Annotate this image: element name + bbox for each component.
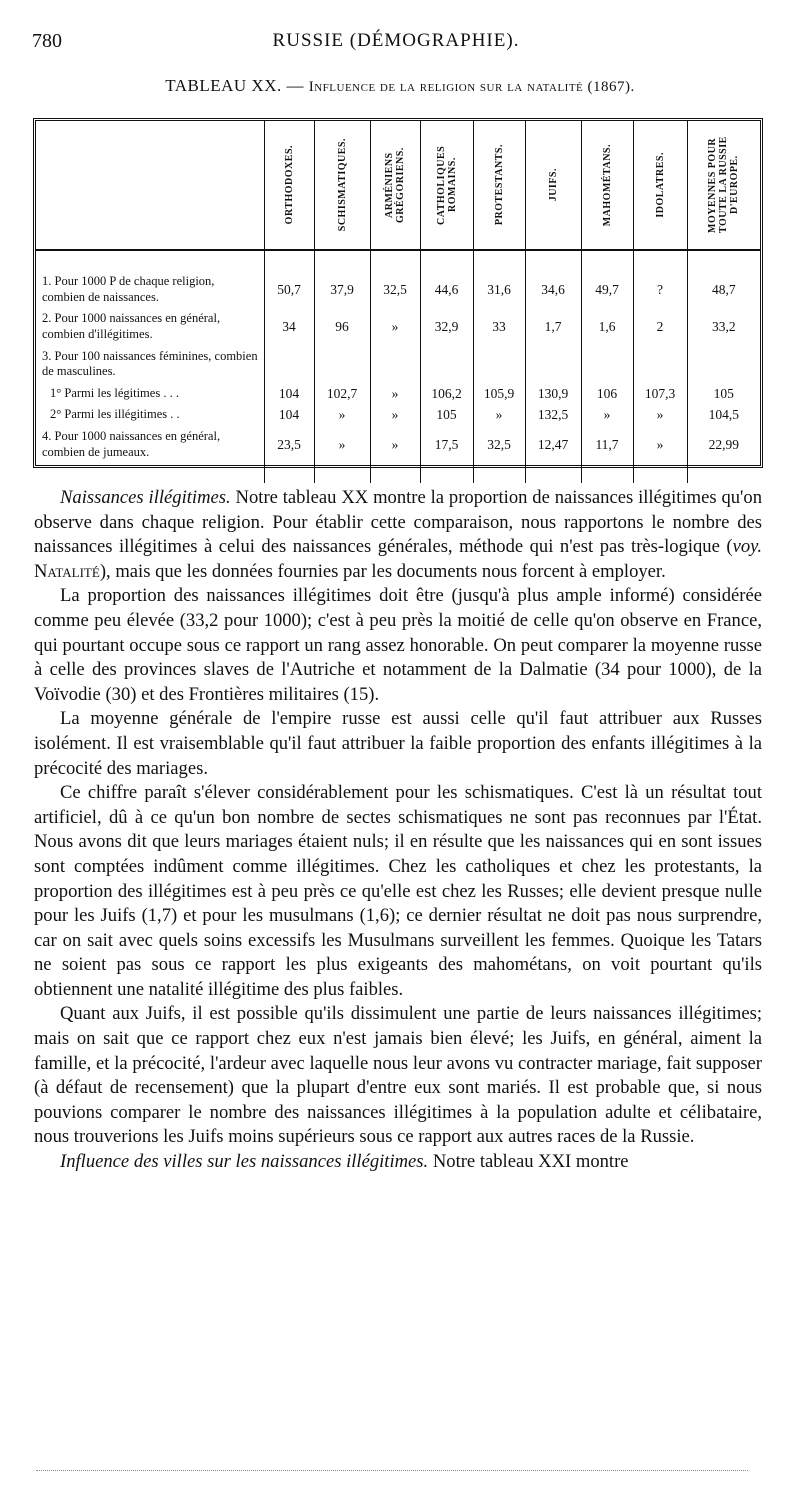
table-cell: 17,5: [420, 426, 473, 463]
row-label: 1° Parmi les légitimes . . .: [50, 385, 179, 400]
column-header: SCHISMATIQUES.: [314, 121, 370, 250]
table-title: [0, 76, 800, 96]
spacer-row: [36, 250, 760, 271]
column-header: IDOLATRES.: [633, 121, 687, 250]
table-cell: [581, 346, 633, 383]
voy-abbreviation: voy.: [732, 536, 762, 558]
section-heading-italic: Influence des villes sur les naissances illégitimes.: [60, 1151, 429, 1173]
column-header: PROTESTANTS.: [473, 121, 525, 250]
table-cell: 23,5: [264, 426, 314, 463]
table-cell: 106: [581, 383, 633, 405]
row-label: 4. Pour 1000 naissances en général, combien de jumeaux.: [42, 429, 221, 459]
table-cell: 105: [687, 383, 760, 405]
table-cell: 32,5: [370, 271, 420, 308]
table-cell: 104: [264, 404, 314, 426]
table-cell: 104,5: [687, 404, 760, 426]
table-cell: 44,6: [420, 271, 473, 308]
table-cell: 22,99: [687, 426, 760, 463]
header-corner: [36, 121, 264, 250]
table-cell: 96: [314, 308, 370, 345]
table-cell: 12,47: [525, 426, 581, 463]
table-row: [36, 271, 760, 308]
table-cell: 33: [473, 308, 525, 345]
table-row: [36, 426, 760, 463]
table-cell: 1,7: [525, 308, 581, 345]
table-cell: 102,7: [314, 383, 370, 405]
table-cell: »: [370, 426, 420, 463]
paragraph: La proportion des naissances illégitimes doit être (jusqu'à plus ample informé) considérée comme peu élevée (33,2 pour 1000); c'est à peu près la moitié de celle qu'on observe en France, qui pourtant occupe sous ce rapport un rang assez honorable. On peut comparer la moyenne russe à celle des provinces slaves de l'Autriche et notamment de la Dalmatie (34 pour 1000), de la Voïvodie (30) et des Frontières militaires (15).: [34, 585, 762, 705]
table-cell: 11,7: [581, 426, 633, 463]
table-cell: [314, 346, 370, 383]
table-cell: 50,7: [264, 271, 314, 308]
table-frame: [33, 118, 763, 468]
column-header: CATHOLIQUES ROMAINS.: [420, 121, 473, 250]
table-cell: »: [314, 404, 370, 426]
table-cell: 105: [420, 404, 473, 426]
table-cell: 2: [633, 308, 687, 345]
column-header: JUIFS.: [525, 121, 581, 250]
table-cell: [264, 346, 314, 383]
table-row: [36, 383, 760, 405]
page-header: [32, 24, 760, 60]
table-cell: 32,9: [420, 308, 473, 345]
column-header: ARMÉNIENS GRÉGORIENS.: [370, 121, 420, 250]
spacer-row: [36, 463, 760, 483]
table-cell: »: [581, 404, 633, 426]
section-heading-italic: Naissances illégitimes.: [60, 487, 231, 508]
table-cell: »: [370, 308, 420, 345]
table-cell: »: [370, 383, 420, 405]
column-header: MOYENNES POUR TOUTE LA RUSSIE D'EUROPE.: [687, 121, 760, 250]
table-cell: 32,5: [473, 426, 525, 463]
table-title-text: Influence de la religion sur la natalité (1867).: [308, 79, 635, 95]
table-cell: 106,2: [420, 383, 473, 405]
paragraph: Naissances illégitimes. Notre tableau XX montre la proportion de naissances illégitimes qu'on observe dans chaque religion. Pour établir cette comparaison, nous rapportons le nombre des naissances illégitimes à celui des naissances générales, méthode qui n'est pas très-logique (voy. Natalité), mais que les données fournies par les documents nous forcent à employer.: [34, 487, 762, 582]
table-cell: [473, 346, 525, 383]
table-cell: 31,6: [473, 271, 525, 308]
table-cell: 33,2: [687, 308, 760, 345]
row-label: 3. Pour 100 naissances féminines, combien de masculines.: [42, 348, 258, 379]
paragraph: Influence des villes sur les naissances illégitimes. Notre tableau XXI montre: [60, 1151, 629, 1173]
body-text: [34, 486, 762, 1175]
table-cell: 49,7: [581, 271, 633, 308]
table-cell: »: [473, 404, 525, 426]
table-cell: [370, 346, 420, 383]
table-header-row: [36, 121, 760, 250]
paragraph: La moyenne générale de l'empire russe est aussi celle qu'il faut attribuer aux Russes isolément. Il est vraisemblable qu'il faut attribuer la faible proportion des enfants illégitimes à la précocité des mariages.: [34, 708, 762, 779]
footer-divider: [36, 1470, 748, 1471]
table-cell: 34,6: [525, 271, 581, 308]
table-cell: 107,3: [633, 383, 687, 405]
row-label: 2. Pour 1000 naissances en général, combien d'illégitimes.: [42, 311, 221, 341]
table-cell: [525, 346, 581, 383]
religion-natality-table: [36, 121, 760, 483]
paragraph: Quant aux Juifs, il est possible qu'ils dissimulent une partie de leurs naissances illégitimes; mais on sait que ce rapport chez eux n'est jamais bien élevé; les Juifs, en général, aiment la famille, et la précocité, l'ardeur avec laquelle nous leur avons vu contracter mariage, fait supposer (à défaut de recensement) que la plupart d'entre eux sont mariés. Il est probable que, si nous pouvions comparer le nombre des naissances illégitimes à la population adulte et célibataire, nous trouverions les Juifs moins supérieurs sous ce rapport aux autres races de la Russie.: [34, 1003, 762, 1148]
natalite-reference: Natalité: [34, 560, 100, 582]
table-cell: 104: [264, 383, 314, 405]
table-cell: 105,9: [473, 383, 525, 405]
table-cell: 1,6: [581, 308, 633, 345]
table-cell: »: [633, 404, 687, 426]
table-row: [36, 404, 760, 426]
page-number: 780: [32, 30, 62, 52]
table-cell: [687, 346, 760, 383]
table-cell: »: [633, 426, 687, 463]
table-row: [36, 346, 760, 383]
table-row: [36, 308, 760, 345]
running-head: RUSSIE (DÉMOGRAPHIE).: [272, 30, 520, 51]
table-cell: 37,9: [314, 271, 370, 308]
table-cell: 130,9: [525, 383, 581, 405]
table-cell: [633, 346, 687, 383]
table-title-prefix: TABLEAU XX. —: [165, 76, 309, 95]
row-label: 2° Parmi les illégitimes . .: [50, 407, 180, 422]
column-header: MAHOMÉTANS.: [581, 121, 633, 250]
table-cell: 48,7: [687, 271, 760, 308]
table-cell: »: [370, 404, 420, 426]
table-cell: »: [314, 426, 370, 463]
row-label: 1. Pour 1000 P de chaque religion, combien de naissances.: [42, 274, 215, 304]
column-header: ORTHODOXES.: [264, 121, 314, 250]
table-cell: 132,5: [525, 404, 581, 426]
table-cell: ?: [633, 271, 687, 308]
table-cell: [420, 346, 473, 383]
paragraph: Ce chiffre paraît s'élever considérablement pour les schismatiques. C'est là un résultat tout artificiel, dû à ce qu'un bon nombre de sectes schismatiques ne sont pas reconnues par l'État. Nous avons dit que leurs mariages étaient nuls; il en résulte que les naissances qui en sont issues sont comptées indûment comme illégitimes. Chez les catholiques et chez les protestants, la proportion des illégitimes est à peu près ce qu'elle est chez les Russes; elle devient presque nulle pour les Juifs (1,7) et pour les musulmans (1,6); ce dernier résultat ne doit pas nous surprendre, car on sait avec quels soins excessifs les Musulmans surveillent les femmes. Quoique les Tatars ne soient pas sous ce rapport les plus exigeants des mahométans, on voit pourtant qu'ils obtiennent une natalité illégitime des plus faibles.: [34, 782, 762, 1000]
table-cell: 34: [264, 308, 314, 345]
